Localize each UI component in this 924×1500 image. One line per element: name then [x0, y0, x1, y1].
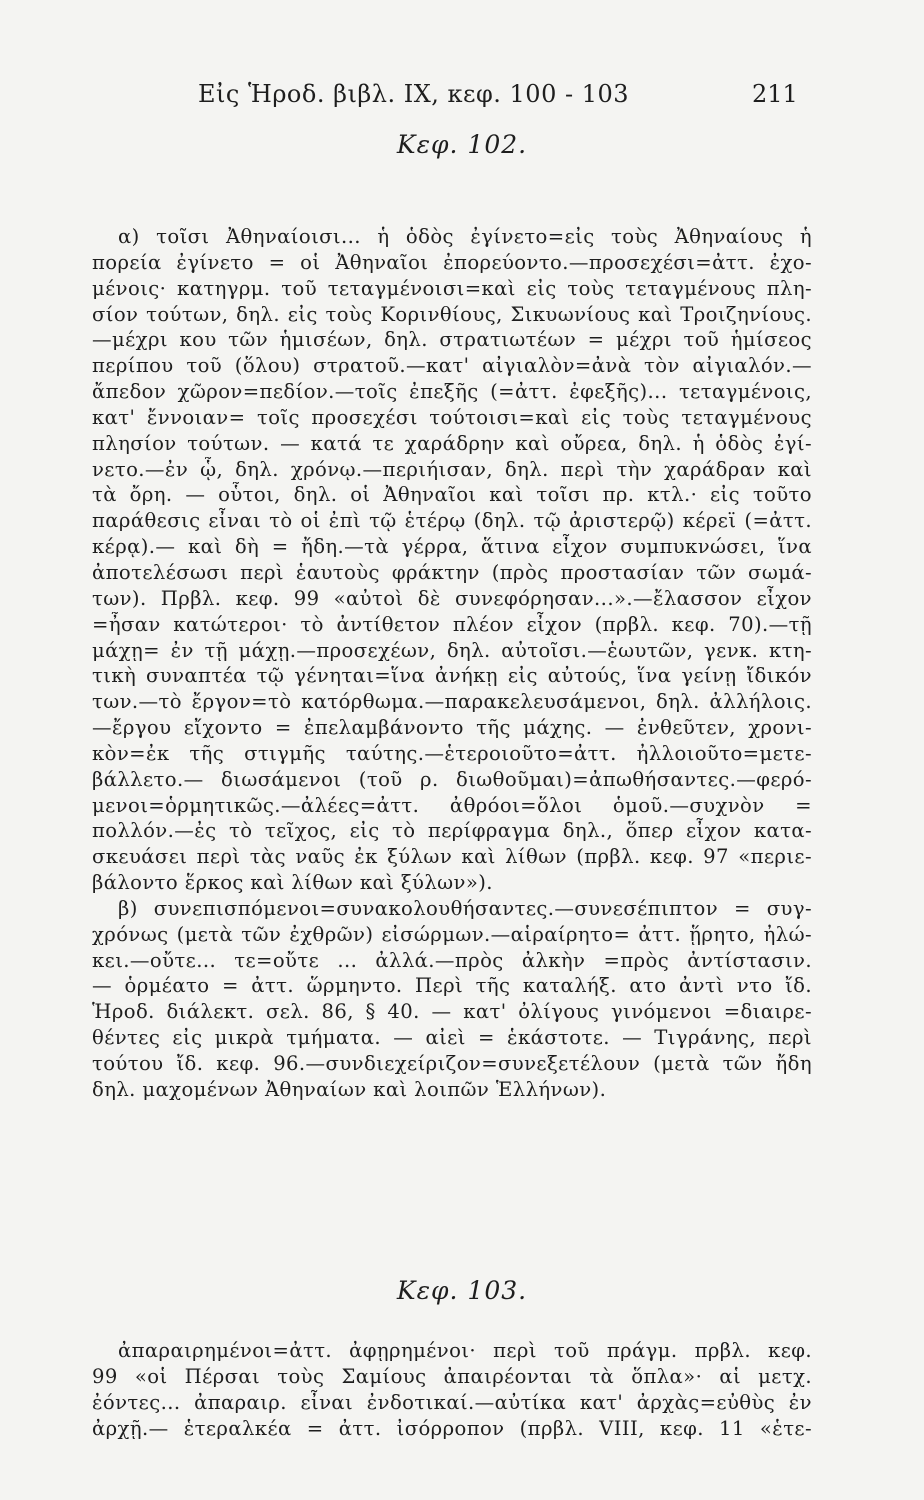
text-line: —μέχρι κου τῶν ἡμισέων, δηλ. στρατιωτέων = μέχρι τοῦ ἡμίσεος	[92, 328, 812, 352]
text-line: τὰ ὄρη. — οὗτοι, δηλ. οἱ Ἀθηναῖοι καὶ τοῖσι πρ. κτλ.· εἰς τοῦτο	[92, 483, 812, 507]
chapter-title-103: Κεφ. 103.	[396, 1276, 528, 1305]
text-line: β) συνεπισπόμενοι=συνακολουθήσαντες.—συνεσέπιπτον = συγ-	[118, 896, 812, 920]
text-line: μένοις· κατηγρμ. τοῦ τεταγμένοισι=καὶ εἰς τοὺς τεταγμένους πλη-	[92, 276, 812, 300]
text-line: τούτου ἴδ. κεφ. 96.—συνδιεχείριζον=συνεξετέλουν (μετὰ τῶν ἤδη	[92, 1052, 812, 1075]
page-number: 211	[752, 80, 798, 108]
text-line: πολλόν.—ἐς τὸ τεῖχος, εἰς τὸ περίφραγμα δηλ., ὅπερ εἶχον κατα-	[92, 819, 812, 843]
text-line: σίον τούτων, δηλ. εἰς τοὺς Κορινθίους, Σικυωνίους καὶ Τροιζηνίους.	[92, 302, 812, 326]
text-line: των). Πρβλ. κεφ. 99 «αὐτοὶ δὲ συνεφόρησαν...».—ἔλασσον εἶχον	[92, 586, 812, 610]
text-line: κέρᾳ).— καὶ δὴ = ἤδη.—τὰ γέρρα, ἅτινα εἶχον συμπυκνώσει, ἵνα	[92, 535, 812, 559]
text-line: τικὴ συναπτέα τῷ γένηται=ἵνα ἀνήκῃ εἰς αὐτούς, ἵνα γείνῃ ἴδικόν	[92, 664, 812, 688]
text-line: χρόνως (μετὰ τῶν ἐχθρῶν) εἰσώρμων.—αἱραίρητο= ἀττ. ᾕρητο, ἠλώ-	[92, 922, 812, 946]
text-line: παράθεσις εἶναι τὸ οἱ ἐπὶ τῷ ἑτέρῳ (δηλ. τῷ ἀριστερῷ) κέρεϊ (=ἀττ.	[92, 509, 812, 533]
text-line: ἀποτελέσωσι περὶ ἑαυτοὺς φράκτην (πρὸς προστασίαν τῶν σωμά-	[92, 560, 812, 584]
text-line: πλησίον τούτων. — κατά τε χαράδρην καὶ οὔρεα, δηλ. ἡ ὁδὸς ἐγί-	[92, 431, 812, 455]
text-line: θέντες εἰς μικρὰ τμήματα. — αἰεὶ = ἑκάστοτε. — Τιγράνης, περὶ	[92, 1026, 812, 1050]
text-line: σκευάσει περὶ τὰς ναῦς ἐκ ξύλων καὶ λίθων (πρβλ. κεφ. 97 «περιε-	[92, 845, 812, 869]
text-line: πορεία ἐγίνετο = οἱ Ἀθηναῖοι ἐπορεύοντο.—προσεχέσι=ἀττ. ἐχο-	[92, 250, 812, 274]
text-line: κὸν=ἐκ τῆς στιγμῆς ταύτης.—ἑτεροιοῦτο=ἀττ. ἠλλοιοῦτο=μετε-	[92, 741, 812, 765]
text-line: ἀρχῇ.— ἑτεραλκέα = ἀττ. ἰσόρροπον (πρβλ. VIII, κεφ. 11 «ἑτε-	[92, 1416, 812, 1440]
page-header	[0, 80, 924, 120]
text-line: μενοι=ὁρμητικῶς.—ἀλέες=ἀττ. ἀθρόοι=ὅλοι ὁμοῦ.—συχνὸν =	[92, 793, 812, 817]
text-line: μάχῃ= ἐν τῇ μάχῃ.—προσεχέων, δηλ. αὐτοῖσι.—ἑωυτῶν, γενκ. κτη-	[92, 638, 812, 662]
text-line: Ἡροδ. διάλεκτ. σελ. 86, § 40. — κατ' ὀλίγους γινόμενοι =διαιρε-	[92, 1000, 812, 1024]
commentary-block-102	[92, 224, 812, 1103]
text-line: =ἦσαν κατώτεροι· τὸ ἀντίθετον πλέον εἶχον (πρβλ. κεφ. 70).—τῇ	[92, 612, 812, 636]
text-line: κει.—οὔτε... τε=οὔτε ... ἀλλά.—πρὸς ἀλκὴν =πρὸς ἀντίστασιν.	[92, 948, 812, 972]
text-line: —ἔργου εἴχοντο = ἐπελαμβάνοντο τῆς μάχης. — ἐνθεῦτεν, χρονι-	[92, 716, 812, 740]
text-line: ἐόντες... ἀπαραιρ. εἶναι ἐνδοτικαί.—αὐτίκα κατ' ἀρχὰς=εὐθὺς ἐν	[92, 1390, 812, 1414]
text-line: — ὁρμέατο = ἀττ. ὥρμηντο. Περὶ τῆς καταλήξ. ατο ἀντὶ ντο ἴδ.	[92, 974, 812, 998]
text-line: βάλοντο ἕρκος καὶ λίθων καὶ ξύλων»).	[92, 871, 493, 895]
text-line: ἄπεδον χῶρον=πεδίον.—τοῖς ἐπεξῆς (=ἀττ. ἐφεξῆς)... τεταγμένοις,	[92, 380, 812, 404]
running-head: Εἰς Ἡροδ. βιβλ. IX, κεφ. 100 - 103	[198, 80, 630, 108]
text-line: ἀπαραιρημένοι=ἀττ. ἀφῃρημένοι· περὶ τοῦ πράγμ. πρβλ. κεφ.	[118, 1339, 812, 1362]
text-line: των.—τὸ ἔργον=τὸ κατόρθωμα.—παρακελευσάμενοι, δηλ. ἀλλήλοις.	[92, 690, 812, 714]
commentary-block-103	[92, 1338, 812, 1441]
chapter-title-102: Κεφ. 102.	[396, 130, 528, 159]
text-line: 99 «οἱ Πέρσαι τοὺς Σαμίους ἀπαιρέονται τὰ ὅπλα»· αἱ μετχ.	[92, 1364, 812, 1388]
text-line: δηλ. μαχομένων Ἀθηναίων καὶ λοιπῶν Ἑλλήνων).	[92, 1077, 607, 1101]
text-line: νετο.—ἐν ᾧ, δηλ. χρόνῳ.—περιήισαν, δηλ. περὶ τὴν χαράδραν καὶ	[92, 457, 812, 481]
text-line: α) τοῖσι Ἀθηναίοισι... ἡ ὁδὸς ἐγίνετο=εἰς τοὺς Ἀθηναίους ἡ	[118, 225, 812, 248]
text-line: βάλλετο.— διωσάμενοι (τοῦ ρ. διωθοῦμαι)=ἀπωθήσαντες.—φερό-	[92, 767, 812, 791]
text-line: περίπου τοῦ (ὅλου) στρατοῦ.—κατ' αἰγιαλὸν=ἀνὰ τὸν αἰγιαλόν.—	[92, 354, 812, 378]
text-line: κατ' ἔννοιαν= τοῖς προσεχέσι τούτοισι=καὶ εἰς τοὺς τεταγμένους	[92, 405, 812, 429]
